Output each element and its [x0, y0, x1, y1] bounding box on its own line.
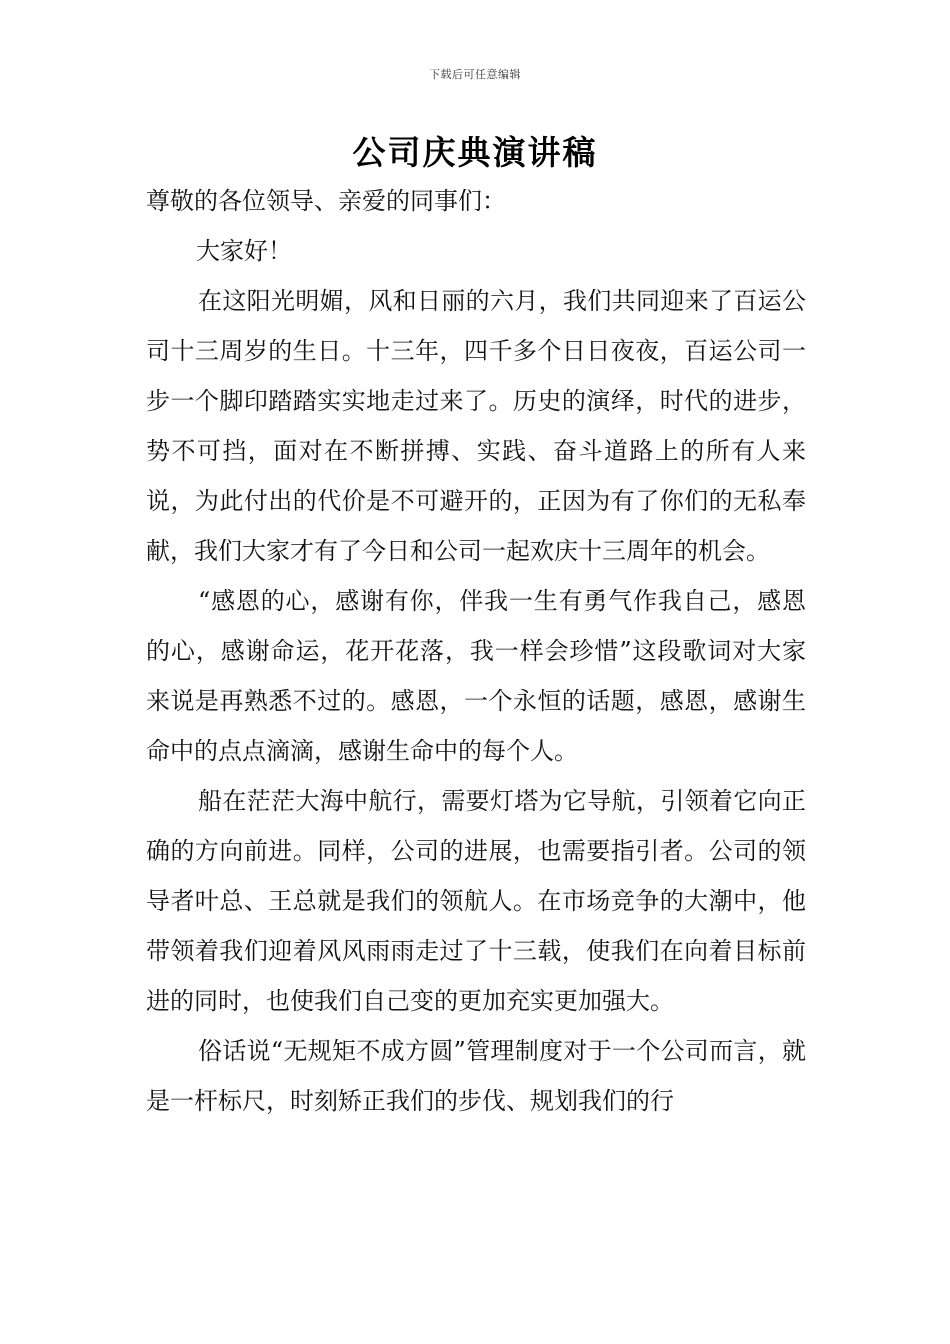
paragraph-4: 俗话说“无规矩不成方圆”管理制度对于一个公司而言，就是一杆标尺，时刻矫正我们的步伐、规划我们的行 — [146, 1037, 806, 1115]
paragraph-3: 船在茫茫大海中航行，需要灯塔为它导航，引领着它向正确的方向前进。同样，公司的进展，也需要指引者。公司的领导者叶总、王总就是我们的领航人。在市场竞争的大潮中，他带领着我们迎着风风雨雨走过了十三载，使我们在向着目标前进的同时，也使我们自己变的更加充实更加强大。 — [146, 787, 806, 1015]
document-title: 公司庆典演讲稿 — [352, 133, 598, 172]
document-body — [146, 176, 806, 1126]
paragraph-1: 在这阳光明媚，风和日丽的六月，我们共同迎来了百运公司十三周岁的生日。十三年，四千多个日日夜夜，百运公司一步一个脚印踏踏实实地走过来了。历史的演绎，时代的进步，势不可挡，面对在不断拼搏、实践、奋斗道路上的所有人来说，为此付出的代价是不可避开的，正因为有了你们的无私奉献，我们大家才有了今日和公司一起欢庆十三周年的机会。 — [146, 287, 806, 565]
salutation: 尊敬的各位领导、亲爱的同事们： — [146, 187, 506, 215]
greeting: 大家好！ — [196, 237, 292, 265]
download-note: 下载后可任意编辑 — [429, 68, 521, 81]
paragraph-2: “感恩的心，感谢有你，伴我一生有勇气作我自己，感恩的心，感谢命运，花开花落，我一样会珍惜”这段歌词对大家来说是再熟悉不过的。感恩，一个永恒的话题，感恩，感谢生命中的点点滴滴，感谢生命中的每个人。 — [146, 587, 806, 765]
